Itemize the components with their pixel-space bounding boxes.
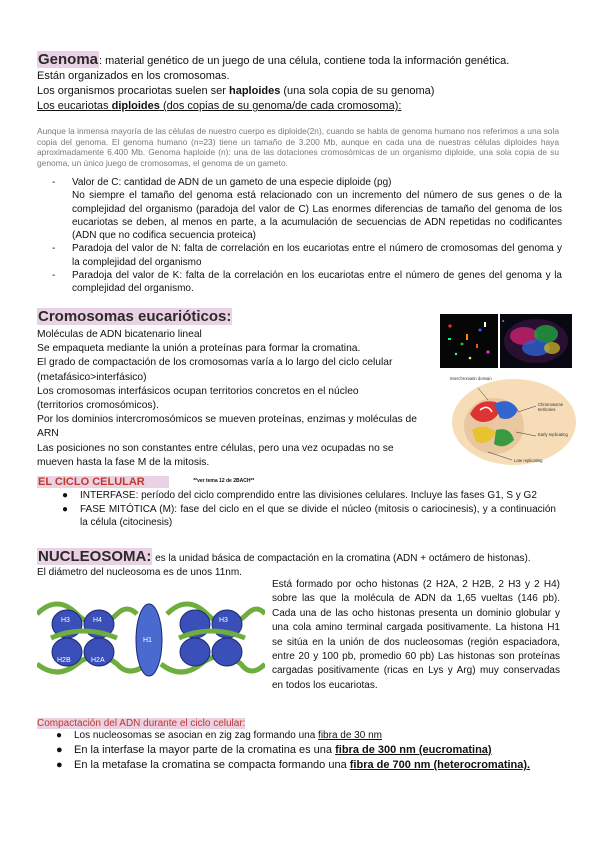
nucleus-label-territories: Chromosome territories (538, 402, 564, 412)
cromosomas-line: El grado de compactación de los cromosomas varía a lo largo del ciclo celular (metafásico>interfásico) (37, 357, 393, 383)
histone-label-h1: H1 (143, 637, 152, 644)
list-item: ● En la interfase la mayor parte de la cromatina es una fibra de 300 nm (eucromatina) (56, 744, 492, 756)
genoma-list (52, 176, 562, 296)
cromosomas-line: Por los dominios intercromosómicos se mueven proteínas, enzimas y moléculas de ARN (37, 414, 418, 440)
nucleosome-figure (37, 584, 265, 688)
list-item: ● INTERFASE: período del ciclo comprendido entre las divisiones celulares. Incluye las fases G1, S y G2 (62, 490, 537, 501)
nucleosoma-diameter: El diámetro del nucleosoma es de unos 11nm. (37, 567, 242, 578)
fibra-30-term: fibra de 30 nm (318, 730, 382, 741)
paradoja-n-text: Paradoja del valor de N: falta de correlación en los eucariotas entre el número de cromosomas del genoma y la complejidad del organismo (72, 243, 562, 268)
genoma-title: Genoma (38, 51, 99, 68)
list-item: ● FASE MITÓTICA (M): fase del ciclo en el que se divide el núcleo (mitosis o cariocinesis), y a continuación la célula (citocinesis) (62, 503, 556, 529)
cromosomas-text (37, 328, 437, 470)
histone-label-h4: H4 (93, 617, 102, 624)
genoma-section (37, 52, 567, 114)
nucleus-label-late: Late replicating (514, 458, 543, 463)
paradoja-k-text: Paradoja del valor de K: falta de la correlación en los eucariotas entre el número de genes del genoma y la complejidad del organismo. (72, 270, 562, 295)
cromosomas-line: Se empaqueta mediante la unión a proteínas para formar la cromatina. (37, 343, 361, 355)
fibra-300-text: En la interfase la mayor parte de la cromatina es una (74, 744, 336, 756)
histone-label-h3: H3 (61, 617, 70, 624)
nucleus-diagram (448, 374, 578, 466)
ciclo-list (62, 489, 556, 530)
micrograph-image (440, 314, 572, 368)
genoma-definition: : material genético de un juego de una célula, contiene toda la información genética. (99, 55, 510, 67)
eucariotas-text: Los eucariotas (37, 100, 112, 112)
chromosome-territories-figure (448, 374, 578, 466)
nucleus-label-early: Early replicating (538, 432, 568, 437)
cromosomas-title: Cromosomas eucarióticos: (38, 308, 232, 325)
list-item: ● Los nucleosomas se asocian en zig zag formando una fibra de 30 nm (56, 730, 382, 741)
nucleosoma-title: NUCLEOSOMA: (38, 548, 152, 565)
procariotas-text: Los organismos procariotas suelen ser (37, 85, 229, 97)
compactacion-list (56, 728, 566, 773)
procariotas-note: (una sola copia de su genoma) (280, 85, 435, 97)
cromosomas-title-wrap (37, 308, 232, 326)
nucleosoma-definition: es la unidad básica de compactación en la cromatina (ADN + octámero de histonas). (152, 553, 531, 564)
diploides-term: diploides (111, 100, 160, 112)
histone-label-h2a: H2A (91, 657, 105, 664)
svg-text:a: a (502, 318, 505, 323)
genoma-line-cromosomas: Están organizados en los cromosomas. (37, 70, 230, 82)
ciclo-note: **ver tema 12 de 2BACH** (193, 477, 255, 484)
list-item: ● En la metafase la cromatina se compacta formando una fibra de 700 nm (heterocromatina). (56, 759, 531, 771)
cromosomas-line: Los cromosomas interfásicos ocupan territorios concretos en el núcleo (territorios cromosómicos). (37, 385, 359, 412)
cromosomas-line: Moléculas de ADN bicatenario lineal (37, 329, 202, 340)
cromosomas-line: Las posiciones no son constantes entre células, pero una vez ocupadas no se mueven hasta la fase M de la mitosis. (37, 442, 394, 468)
genoma-line-eucariotas (37, 99, 567, 114)
histone-label-h3: H3 (219, 617, 228, 624)
compactacion-title: Compactación del ADN durante el ciclo celular: (37, 718, 246, 729)
list-item: - Valor de C: cantidad de ADN de un gameto de una especie diploide (pg) (52, 177, 392, 188)
nucleosome-illustration (37, 584, 265, 688)
haploides-term: haploides (228, 85, 281, 97)
paradoja-c-text: No siempre el tamaño del genoma está relacionado con un incremento del número de sus genes o de la complejidad del organismo (paradoja del valor de C) Las enormes diferencias de tamaño del genoma de los eucariotas se deben, al menos en parte, a la acumulación de secuencias de ADN repetidas no codificantes (ADN que no codifica secuencia proteica) (72, 190, 562, 242)
fase-mitotica-text: FASE MITÓTICA (M): fase del ciclo en el que se divide el núcleo (mitosis o cariocinesis), y a continuación la célula (citocinesis) (80, 503, 556, 529)
valor-c-text: Valor de C: cantidad de ADN de un gameto de una especie diploide (pg) (72, 177, 392, 188)
interfase-text: INTERFASE: período del ciclo comprendido entre las divisiones celulares. Incluye las fases G1, S y G2 (80, 490, 537, 501)
genoma-gray-paragraph: Aunque la inmensa mayoría de las células de nuestro cuerpo es diploide(2n), cuando se habla de genoma humano nos referimos a una sola copia del genoma. El genoma humano (n=23) tiene un tamaño de 3.200 Mb, aunque en cada una de nuestras células diploides haya aproximadamente 6.400 Mb. Genoma haploide (n): una de las dotaciones cromosómicas de un organismo diploide, una sola copia de su genoma, un único juego de cromosomas, el genoma de un gameto. (37, 126, 559, 168)
ciclo-title: EL CICLO CELULAR (37, 476, 169, 488)
chromosome-micrographs (440, 314, 572, 368)
eucariotas-note: (dos copias de su genoma/de cada cromosoma): (159, 100, 402, 112)
list-item (52, 189, 562, 242)
nucleus-label-interchromatin: Interchromatin domain (450, 376, 492, 381)
genoma-line-procariotas (37, 84, 567, 99)
list-item: - Paradoja del valor de N: falta de correlación en los eucariotas entre el número de cromosomas del genoma y la complejidad del organismo (52, 243, 562, 268)
fibra-700-term: fibra de 700 nm (heterocromatina). (349, 759, 531, 771)
ciclo-title-wrap (37, 472, 254, 490)
fibra-700-text: En la metafase la cromatina se compacta formando una (74, 759, 350, 771)
nucleosoma-paragraph: Está formado por ocho histonas (2 H2A, 2 H2B, 2 H3 y 2 H4) sobre las que la molécula de ADN da 1,65 vueltas (146 pb). Cada una de las ocho histonas presenta un dominio globular y una cola amino terminal cargada positivamente. La histona H1 se sitúa en la unión de dos nucleosomas (región espaciadora, entre 20 y 100 pb, promedio 60 pb) Las histonas son proteínas cargadas positivamente (ricas en Lys y Arg) muy conservadas en todos los eucariotas. (272, 579, 560, 691)
fibra-300-term: fibra de 300 nm (eucromatina) (335, 744, 492, 756)
histone-label-h2b: H2B (57, 657, 71, 664)
nucleosoma-header (37, 548, 567, 566)
fibra-30-text: Los nucleosomas se asocian en zig zag formando una (74, 730, 319, 741)
list-item: - Paradoja del valor de K: falta de la correlación en los eucariotas entre el número de genes del genoma y la complejidad del organismo. (52, 270, 562, 295)
